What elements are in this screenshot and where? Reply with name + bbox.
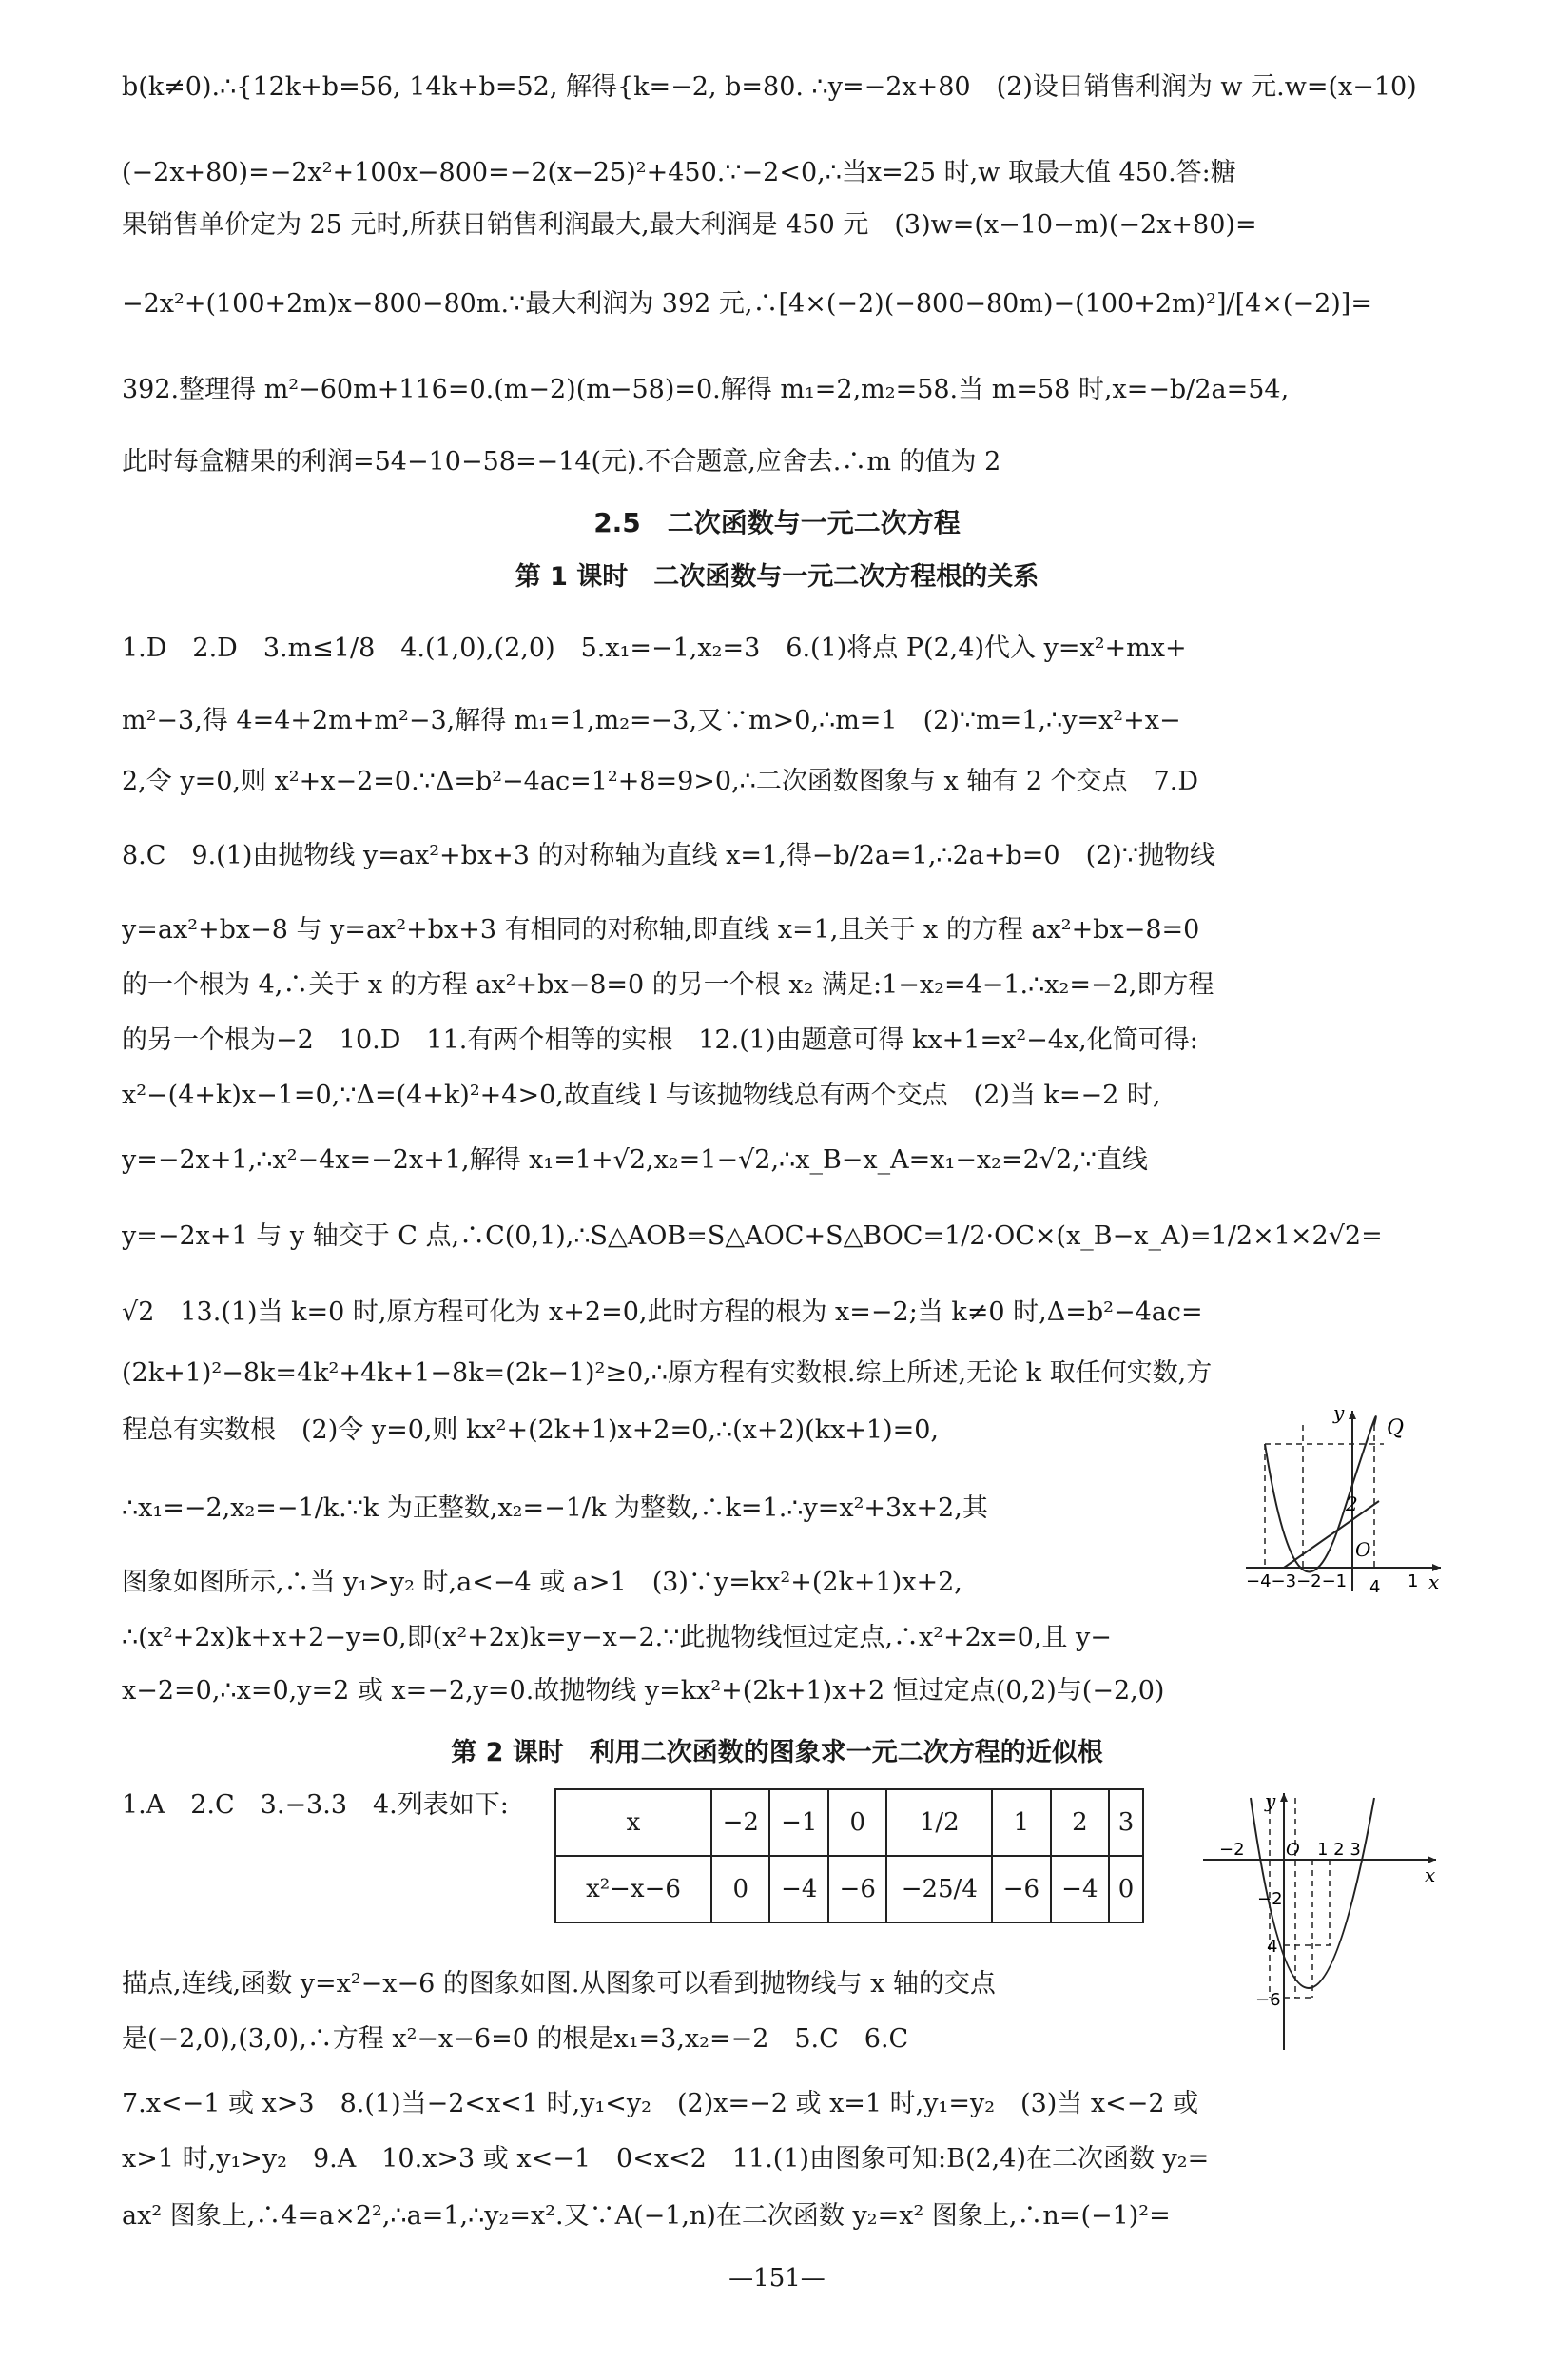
lesson-title: 第 1 课时 二次函数与一元二次方程根的关系 (515, 562, 1039, 592)
text-line: 描点,连线,函数 y=x²−x−6 的图象如图.从图象可以看到抛物线与 x 轴的交点 (122, 1969, 996, 1999)
text-line: ∴(x²+2x)k+x+2−y=0,即(x²+2x)k=y−x−2.∵此抛物线恒过定点,∴x²+2x=0,且 y− (122, 1623, 1112, 1652)
text-line: 1.A 2.C 3.−3.3 4.列表如下: (122, 1790, 509, 1820)
parabola-graph-2 (1198, 1788, 1446, 2055)
text-line: −2x²+(100+2m)x−800−80m.∵最大利润为 392 元,∴[4×(−2)(−800−80m)−(100+2m)²]/[4×(−2)]= (122, 289, 1372, 319)
text-line: (−2x+80)=−2x²+100x−800=−2(x−25)²+450.∵−2<0,∴当x=25 时,w 取最大值 450.答:糖 (122, 158, 1236, 187)
table-cell: −2 (711, 1789, 769, 1856)
graph1-y-label: y (1333, 1406, 1345, 1424)
table-cell: 2 (1051, 1789, 1109, 1856)
text-line: 7.x<−1 或 x>3 8.(1)当−2<x<1 时,y₁<y₂ (2)x=−2 或 x=1 时,y₁=y₂ (3)当 x<−2 或 (122, 2089, 1199, 2118)
page-number: —151— (728, 2264, 826, 2292)
graph2-tick-x: −2 (1219, 1840, 1245, 1860)
table-cell: 3 (1109, 1789, 1143, 1856)
text-line: 此时每盒糖果的利润=54−10−58=−14(元).不合题意,应舍去.∴m 的值为 2 (122, 447, 1001, 477)
graph1-x-ticks: −4−3−2−1 (1246, 1571, 1348, 1591)
table-row (555, 1789, 1143, 1856)
text-line: m²−3,得 4=4+2m+m²−3,解得 m₁=1,m₂=−3,又∵m>0,∴m=1 (2)∵m=1,∴y=x²+x− (122, 706, 1181, 735)
text-line: 392.整理得 m²−60m+116=0.(m−2)(m−58)=0.解得 m₁=2,m₂=58.当 m=58 时,x=−b/2a=54, (122, 375, 1290, 404)
text-line: 程总有实数根 (2)令 y=0,则 kx²+(2k+1)x+2=0,∴(x+2)(kx+1)=0, (122, 1415, 940, 1445)
table-cell: −4 (769, 1856, 827, 1922)
text-line: b(k≠0).∴{12k+b=56, 14k+b=52, 解得{k=−2, b=80. ∴y=−2x+80 (2)设日销售利润为 w 元.w=(x−10) (122, 72, 1417, 102)
text-line: 果销售单价定为 25 元时,所获日销售利润最大,最大利润是 450 元 (3)w=(x−10−m)(−2x+80)= (122, 210, 1257, 240)
text-line: x>1 时,y₁>y₂ 9.A 10.x>3 或 x<−1 0<x<2 11.(1)由图象可知:B(2,4)在二次函数 y₂= (122, 2144, 1210, 2174)
text-line: 图象如图所示,∴当 y₁>y₂ 时,a<−4 或 a>1 (3)∵y=kx²+(2k+1)x+2, (122, 1568, 962, 1597)
text-line: 1.D 2.D 3.m≤1/8 4.(1,0),(2,0) 5.x₁=−1,x₂=3 6.(1)将点 P(2,4)代入 y=x²+mx+ (122, 634, 1187, 663)
text-line: x²−(4+k)x−1=0,∵Δ=(4+k)²+4>0,故直线 l 与该抛物线总有两个交点 (2)当 k=−2 时, (122, 1081, 1161, 1110)
text-line: 是(−2,0),(3,0),∴方程 x²−x−6=0 的根是x₁=3,x₂=−2 5.C 6.C (122, 2024, 909, 2054)
graph2-tick-y: −6 (1255, 1990, 1281, 2010)
text-line: y=−2x+1 与 y 轴交于 C 点,∴C(0,1),∴S△AOB=S△AOC+S△BOC=1/2·OC×(x_B−x_A)=1/2×1×2√2= (122, 1221, 1383, 1251)
graph2-origin: O (1286, 1840, 1300, 1860)
text-line: 的一个根为 4,∴关于 x 的方程 ax²+bx−8=0 的另一个根 x₂ 满足:1−x₂=4−1.∴x₂=−2,即方程 (122, 970, 1214, 1000)
graph2-tick-y: 4 (1267, 1937, 1278, 1957)
lesson-title: 第 2 课时 利用二次函数的图象求一元二次方程的近似根 (451, 1738, 1103, 1767)
table-cell: −6 (828, 1856, 886, 1922)
table-cell: x²−x−6 (555, 1856, 711, 1922)
graph2-tick-y: −2 (1257, 1889, 1283, 1909)
table-cell: −6 (992, 1856, 1050, 1922)
parabola-graph-1 (1246, 1406, 1446, 1596)
table-cell: 0 (828, 1789, 886, 1856)
table-cell: −1 (769, 1789, 827, 1856)
table-cell: 0 (1109, 1856, 1143, 1922)
text-line: y=ax²+bx−8 与 y=ax²+bx+3 有相同的对称轴,即直线 x=1,且关于 x 的方程 ax²+bx−8=0 (122, 915, 1200, 945)
graph2-x-label: x (1425, 1863, 1436, 1886)
text-line: x−2=0,∴x=0,y=2 或 x=−2,y=0.故抛物线 y=kx²+(2k+1)x+2 恒过定点(0,2)与(−2,0) (122, 1676, 1165, 1706)
graph1-x-label: x (1428, 1570, 1440, 1593)
graph1-q-label: Q (1387, 1416, 1405, 1440)
table-cell: −4 (1051, 1856, 1109, 1922)
table-cell: −25/4 (886, 1856, 992, 1922)
graph1-origin: O (1355, 1538, 1371, 1561)
section-title: 2.5 二次函数与一元二次方程 (593, 507, 961, 538)
text-line: (2k+1)²−8k=4k²+4k+1−8k=(2k−1)²≥0,∴原方程有实数根.综上所述,无论 k 取任何实数,方 (122, 1358, 1213, 1388)
value-table (554, 1788, 1144, 1923)
graph2-y-label: y (1265, 1789, 1276, 1812)
table-cell: 0 (711, 1856, 769, 1922)
table-cell: x (555, 1789, 711, 1856)
text-line: √2 13.(1)当 k=0 时,原方程可化为 x+2=0,此时方程的根为 x=−2;当 k≠0 时,Δ=b²−4ac= (122, 1297, 1203, 1327)
table-row (555, 1856, 1143, 1922)
text-line: ∴x₁=−2,x₂=−1/k.∵k 为正整数,x₂=−1/k 为整数,∴k=1.∴y=x²+3x+2,其 (122, 1493, 988, 1523)
text-line: ax² 图象上,∴4=a×2²,∴a=1,∴y₂=x².又∵A(−1,n)在二次函数 y₂=x² 图象上,∴n=(−1)²= (122, 2201, 1171, 2231)
text-line: 的另一个根为−2 10.D 11.有两个相等的实根 12.(1)由题意可得 kx+1=x²−4x,化简可得: (122, 1025, 1198, 1055)
table-cell: 1 (992, 1789, 1050, 1856)
text-line: 8.C 9.(1)由抛物线 y=ax²+bx+3 的对称轴为直线 x=1,得−b/2a=1,∴2a+b=0 (2)∵抛物线 (122, 841, 1215, 870)
graph1-tick-4: 4 (1369, 1577, 1381, 1596)
graph1-tick-1: 1 (1408, 1571, 1419, 1591)
graph2-tick-x2: 1 2 3 (1317, 1840, 1361, 1860)
table-cell: 1/2 (886, 1789, 992, 1856)
graph1-tick-2: 2 (1346, 1492, 1358, 1515)
text-line: y=−2x+1,∴x²−4x=−2x+1,解得 x₁=1+√2,x₂=1−√2,∴x_B−x_A=x₁−x₂=2√2,∵直线 (122, 1145, 1148, 1175)
text-line: 2,令 y=0,则 x²+x−2=0.∵Δ=b²−4ac=1²+8=9>0,∴二次函数图象与 x 轴有 2 个交点 7.D (122, 767, 1199, 796)
